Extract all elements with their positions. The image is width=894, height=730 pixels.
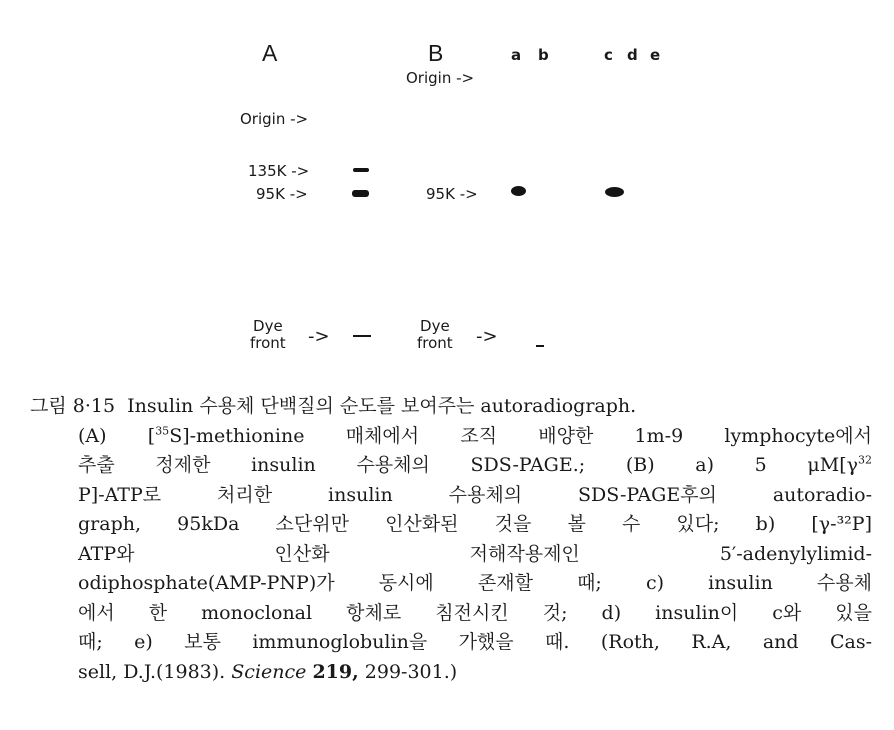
dye-front-arrow-a: -> <box>308 326 330 347</box>
caption-line <box>30 451 872 481</box>
panel-a-dye-front-mark <box>353 335 371 337</box>
panel-b-label: B <box>428 40 444 66</box>
lane-label-b: b <box>538 46 549 64</box>
dye-label-line: Dye <box>420 317 450 335</box>
caption-reference-line <box>30 658 872 688</box>
reference-pages: 299-301.) <box>364 660 458 683</box>
panel-b-band-lane-c <box>605 187 624 197</box>
front-label-line: front <box>250 334 286 352</box>
panel-b-dye-front-mark <box>536 345 544 347</box>
lane-label-d: d <box>627 46 638 64</box>
caption-line: ATP와 인산화 저해작용제인 5′-adenylylimid- <box>78 542 872 565</box>
caption-line: odiphosphate(AMP-PNP)가 동시에 존재할 때; c) insulin 수용체 <box>78 572 872 594</box>
caption-title-line <box>30 392 872 422</box>
caption-line <box>30 422 872 452</box>
caption-superscript: 35 <box>155 424 170 438</box>
caption-line: 때; e) 보통 immunoglobulin을 가했을 때. (Roth, R.A, and Cas- <box>78 631 872 653</box>
lane-label-a: a <box>511 46 522 64</box>
panel-a-band-135k <box>353 168 369 172</box>
panel-a-origin-label: Origin -> <box>240 110 309 128</box>
caption-text: 추출 정제한 insulin 수용체의 SDS-PAGE.; (B) a) 5 μM[γ <box>78 454 858 476</box>
caption-text: (A) [ <box>78 424 156 447</box>
caption-text: S]-methionine 매체에서 조직 배양한 1m-9 lymphocyte에서 <box>169 424 873 447</box>
dye-front-label-b <box>417 318 453 352</box>
marker-135k-label: 135K -> <box>248 162 310 180</box>
caption-line: graph, 95kDa 소단위만 인산화된 것을 볼 수 있다; b) [γ-³²P] <box>78 513 872 535</box>
panel-b-band-lane-a <box>511 186 526 196</box>
dye-front-label-a <box>250 318 286 352</box>
caption-title: Insulin 수용체 단백질의 순도를 보여주는 autoradiograph. <box>127 395 637 417</box>
reference-authors: sell, D.J.(1983). <box>78 660 226 683</box>
reference-journal: Science <box>231 660 307 683</box>
marker-95k-label-a: 95K -> <box>256 185 308 203</box>
lane-label-c: c <box>604 46 613 64</box>
caption-line: 에서 한 monoclonal 항체로 침전시킨 것; d) insulin이 c와 있을 <box>78 601 872 624</box>
reference-volume: 219, <box>312 660 359 683</box>
panel-a-label: A <box>262 40 278 66</box>
dye-front-arrow-b: -> <box>476 326 498 347</box>
caption-line: P]-ATP로 처리한 insulin 수용체의 SDS-PAGE후의 autoradio- <box>78 483 872 506</box>
dye-label-line: Dye <box>253 317 283 335</box>
panel-a-band-95k <box>352 190 369 197</box>
panel-b-origin-label: Origin -> <box>406 69 475 87</box>
figure-caption <box>30 392 872 687</box>
marker-95k-label-b: 95K -> <box>426 185 478 203</box>
front-label-line: front <box>417 334 453 352</box>
caption-superscript: 32 <box>858 453 872 467</box>
lane-label-e: e <box>650 46 661 64</box>
caption-figure-number: 그림 8·15 <box>30 395 116 417</box>
